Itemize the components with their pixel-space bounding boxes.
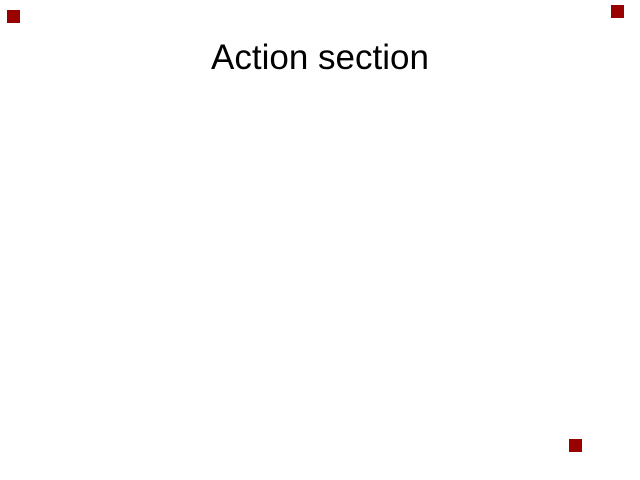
- red-square-marker: [7, 10, 20, 23]
- red-square-marker: [611, 5, 624, 18]
- slide-title: Action section: [211, 38, 429, 77]
- red-square-marker: [569, 439, 582, 452]
